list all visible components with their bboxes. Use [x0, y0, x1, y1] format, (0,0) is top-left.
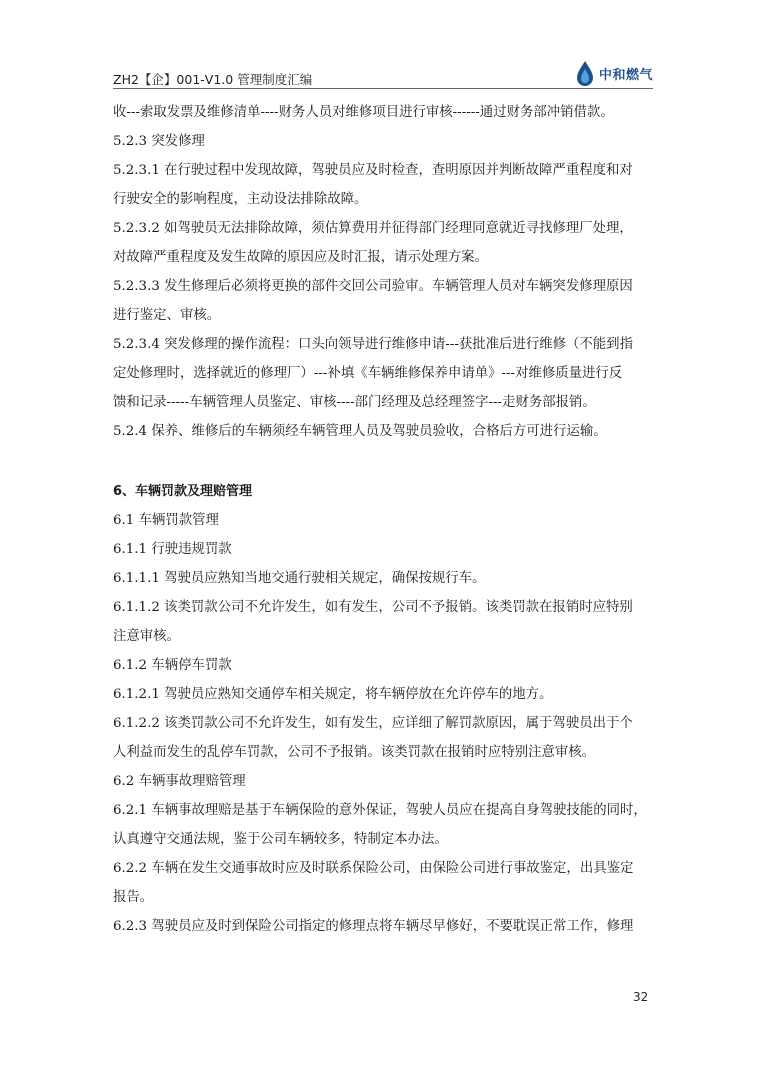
- text-line: 收---索取发票及维修清单----财务人员对维修项目进行审核------通过财务部冲销借款。: [113, 105, 614, 120]
- company-logo: [574, 60, 653, 86]
- text-line: 6.1.2.2 该类罚款公司不允许发生，如有发生，应详细了解罚款原因，属于驾驶员出于个: [113, 716, 633, 731]
- flame-drop-icon: [574, 60, 596, 86]
- text-line: 5.2.3.2 如驾驶员无法排除故障，须估算费用并征得部门经理同意就近寻找修理厂处理，: [113, 221, 633, 236]
- text-line: 报告。: [113, 890, 154, 905]
- text-line: 对故障严重程度及发生故障的原因应及时汇报，请示处理方案。: [113, 250, 488, 265]
- text-line: 5.2.4 保养、维修后的车辆须经车辆管理人员及驾驶员验收，合格后方可进行运输。: [113, 424, 607, 439]
- text-line: 行驶安全的影响程度，主动设法排除故障。: [113, 192, 368, 207]
- text-line: 注意审核。: [113, 629, 180, 644]
- page-header: [113, 60, 653, 90]
- text-line: 进行鉴定、审核。: [113, 308, 221, 323]
- text-line: 6.1.1.1 驾驶员应熟知当地交通行驶相关规定，确保按规行车。: [113, 571, 486, 586]
- section-heading: 6.2 车辆事故理赔管理: [113, 774, 246, 789]
- document-body: [113, 98, 653, 941]
- paragraph-gap: [113, 446, 653, 477]
- text-line: 6.2.1 车辆事故理赔是基于车辆保险的意外保证，驾驶人员应在提高自身驾驶技能的同时，: [113, 803, 647, 818]
- text-line: 6.2.3 驾驶员应及时到保险公司指定的修理点将车辆尽早修好，不要耽误正常工作，修理: [113, 919, 634, 934]
- chapter-title: 6、车辆罚款及理赔管理: [113, 484, 253, 499]
- text-line: 6.2.2 车辆在发生交通事故时应及时联系保险公司，由保险公司进行事故鉴定，出具鉴定: [113, 861, 634, 876]
- text-line: 6.1.1.2 该类罚款公司不允许发生，如有发生，公司不予报销。该类罚款在报销时应特别: [113, 600, 633, 615]
- text-line: 认真遵守交通法规，鉴于公司车辆较多，特制定本办法。: [113, 832, 448, 847]
- text-line: 5.2.3.1 在行驶过程中发现故障，驾驶员应及时检查，查明原因并判断故障严重程度和对: [113, 163, 633, 178]
- text-line: 定处修理时，选择就近的修理厂）---补填《车辆维修保养申请单》---对维修质量进行反: [113, 366, 623, 381]
- text-line: 人利益而发生的乱停车罚款，公司不予报销。该类罚款在报销时应特别注意审核。: [113, 745, 596, 760]
- header-divider: [113, 88, 653, 89]
- text-line: 馈和记录-----车辆管理人员鉴定、审核----部门经理及总经理签字---走财务部报销。: [113, 395, 596, 410]
- doc-code: ZH2【企】001-V1.0 管理制度汇编: [113, 72, 313, 87]
- page-number: 32: [633, 990, 649, 1004]
- text-line: 6.1.2.1 驾驶员应熟知交通停车相关规定，将车辆停放在允许停车的地方。: [113, 687, 553, 702]
- section-heading: 6.1 车辆罚款管理: [113, 513, 219, 528]
- section-heading: 5.2.3 突发修理: [113, 134, 205, 149]
- section-heading: 6.1.2 车辆停车罚款: [113, 658, 232, 673]
- logo-text: 中和燃气: [598, 67, 653, 83]
- text-line: 5.2.3.3 发生修理后必须将更换的部件交回公司验审。车辆管理人员对车辆突发修理原因: [113, 279, 633, 294]
- section-heading: 6.1.1 行驶违规罚款: [113, 542, 232, 557]
- text-line: 5.2.3.4 突发修理的操作流程：口头向领导进行维修申请---获批准后进行维修（不能到指: [113, 337, 633, 352]
